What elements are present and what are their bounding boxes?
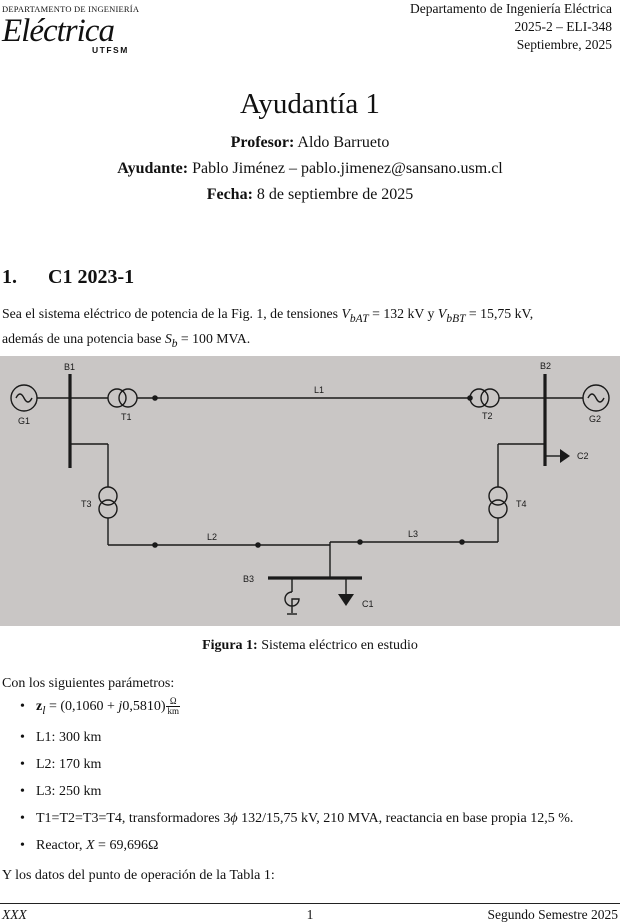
param-transformers-a: T1=T2=T3=T4, transformadores 3 <box>36 810 231 826</box>
s-base-subscript: b <box>171 337 178 350</box>
assistant-label: Ayudante: <box>117 160 189 177</box>
professor-line <box>0 134 620 152</box>
parameters-list <box>0 697 620 863</box>
zl-rest: 0,5810) <box>122 699 166 714</box>
header-info <box>410 0 612 54</box>
logo-brand-text: Eléctrica <box>2 13 114 49</box>
assistant-line <box>0 160 620 178</box>
label-b3: B3 <box>243 574 255 584</box>
logo-utfsm-text: UTFSM <box>92 45 129 55</box>
caption-label: Figura 1: <box>202 638 258 653</box>
label-t4: T4 <box>516 499 527 509</box>
label-l2: L2 <box>207 532 218 542</box>
operating-point-intro: Y los datos del punto de operación de la Tabla 1: <box>2 868 275 883</box>
s-base-symbol: S <box>164 330 172 346</box>
label-t3: T3 <box>81 499 92 509</box>
intro-text-1: Sea el sistema eléctrico de potencia de la Fig. 1, de tensiones <box>2 306 342 321</box>
label-g2: G2 <box>589 414 602 424</box>
v-at-subscript: bAT <box>349 312 369 325</box>
label-g1: G1 <box>18 416 31 426</box>
label-t2: T2 <box>482 411 493 421</box>
label-l3: L3 <box>408 529 419 539</box>
section-heading <box>2 266 134 289</box>
v-at-symbol: V <box>341 306 350 321</box>
list-item <box>0 836 620 855</box>
power-system-diagram <box>0 356 620 626</box>
label-t1: T1 <box>121 412 132 422</box>
intro-text-2: además de una potencia base <box>2 330 165 346</box>
c2-load-icon <box>560 449 570 463</box>
node-dot <box>152 395 158 401</box>
footer-divider <box>0 903 620 904</box>
node-dot <box>467 395 473 401</box>
v-bt-symbol: V <box>437 306 447 321</box>
t3-transformer-winding-2 <box>99 500 117 518</box>
reactor-icon <box>285 592 299 613</box>
date-value: 8 de septiembre de 2025 <box>256 186 414 203</box>
logo-department-text: DEPARTAMENTO DE INGENIERÍA <box>2 4 140 14</box>
param-phi: ϕ <box>230 810 238 826</box>
c1-load-icon <box>338 594 354 606</box>
zl-unit-den: km <box>167 706 179 717</box>
param-reactor-b: = 69,696Ω <box>94 837 159 853</box>
page-title: Ayudantía 1 <box>240 88 380 120</box>
date-line <box>0 186 620 204</box>
department-logo <box>0 4 145 54</box>
page-number: 1 <box>306 907 314 922</box>
date-label: Fecha: <box>206 186 253 203</box>
param-l3: L3: 250 km <box>36 783 102 799</box>
single-line-diagram-svg <box>0 356 620 626</box>
list-item <box>0 755 620 774</box>
intro-paragraph <box>2 304 618 354</box>
zl-unit <box>166 697 180 716</box>
zl-j: j <box>118 699 123 714</box>
param-l1: L1: 300 km <box>36 729 102 745</box>
param-transformers-b: 132/15,75 kV, 210 MVA, reactancia en base propia 12,5 %. <box>237 810 574 826</box>
label-l1: L1 <box>314 385 325 395</box>
footer-left: XXX <box>2 907 27 922</box>
label-b2: B2 <box>540 361 552 371</box>
caption-text: Sistema eléctrico en estudio <box>261 638 418 653</box>
list-item <box>0 809 620 828</box>
node-dot <box>152 542 158 548</box>
node-dot <box>459 539 465 545</box>
param-reactor-x: X <box>85 837 95 853</box>
param-l2: L2: 170 km <box>36 756 102 772</box>
header-date: Septiembre, 2025 <box>516 37 612 52</box>
zl-eq: = (0,1060 + <box>45 699 119 714</box>
header-course: 2025-2 – ELI-348 <box>514 19 612 34</box>
t1-transformer-winding-1 <box>108 389 126 407</box>
g1-sine-icon <box>16 394 32 402</box>
zl-symbol: z <box>36 699 43 714</box>
t2-transformer-winding-2 <box>481 389 499 407</box>
node-dot <box>357 539 363 545</box>
s-base-value: = 100 MVA. <box>177 330 251 346</box>
params-intro: Con los siguientes parámetros: <box>2 676 175 691</box>
node-dot <box>255 542 261 548</box>
list-item <box>0 728 620 747</box>
t4-transformer-winding-2 <box>489 500 507 518</box>
v-bt-subscript: bBT <box>446 312 466 325</box>
param-reactor-a: Reactor, <box>36 837 86 853</box>
section-number: 1. <box>2 266 17 288</box>
professor-name: Aldo Barrueto <box>297 134 390 151</box>
label-b1: B1 <box>64 362 76 372</box>
list-item <box>0 782 620 801</box>
figure-caption <box>0 638 620 654</box>
v-bt-value: = 15,75 kV, <box>465 306 534 321</box>
header-department: Departamento de Ingeniería Eléctrica <box>409 1 612 16</box>
section-title: C1 2023-1 <box>48 266 135 288</box>
v-at-value: = 132 kV y <box>368 306 438 321</box>
professor-label: Profesor: <box>230 134 295 151</box>
label-c2: C2 <box>577 451 589 461</box>
assistant-name: Pablo Jiménez – pablo.jimenez@sansano.usm.cl <box>192 160 503 177</box>
zl-subscript: l <box>42 703 46 717</box>
zl-unit-num: Ω <box>166 697 180 707</box>
t1-transformer-winding-2 <box>119 389 137 407</box>
label-c1: C1 <box>362 599 374 609</box>
footer-right: Segundo Semestre 2025 <box>487 907 618 922</box>
g2-sine-icon <box>588 394 604 402</box>
list-item <box>0 697 620 720</box>
